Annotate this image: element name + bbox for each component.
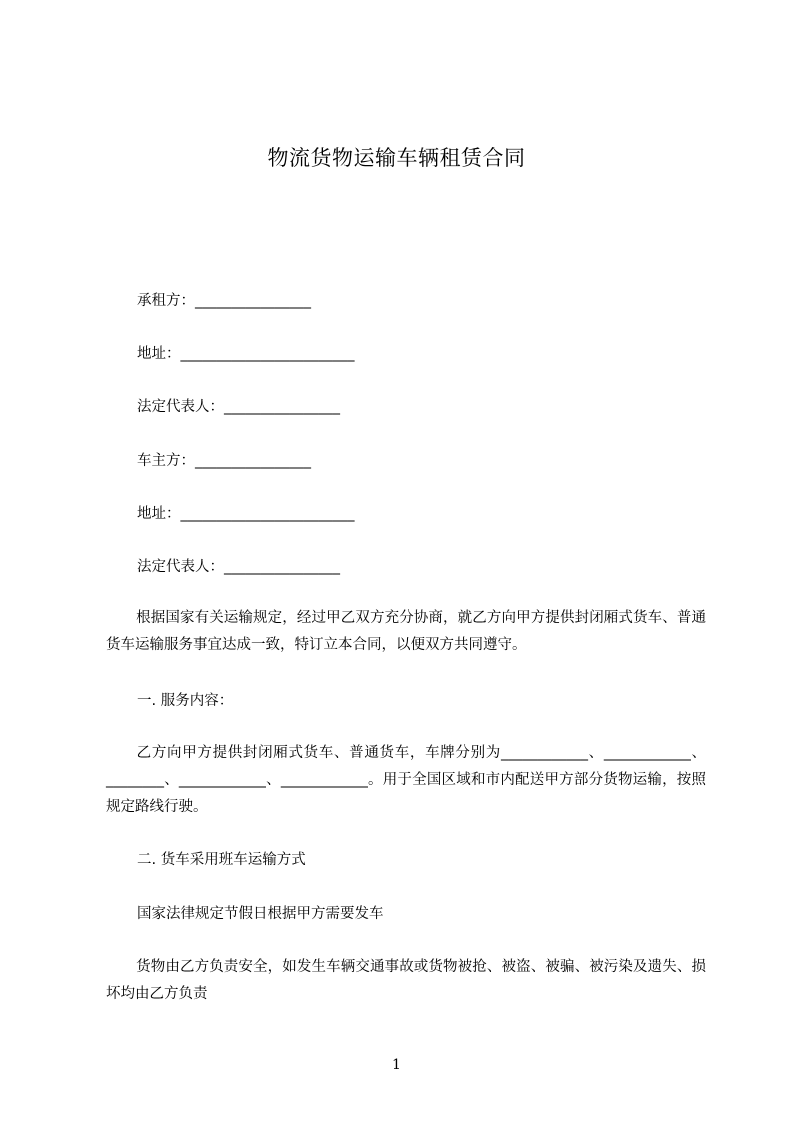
preamble-text: 根据国家有关运输规定，经过甲乙双方充分协商，就乙方向甲方提供封闭厢式货车、普通货车运输服务事宜达成一致，特订立本合同，以便双方共同遵守。: [106, 610, 706, 653]
lessee-representative-line: 法定代表人：________________: [137, 399, 340, 415]
section-1-heading: 一. 服务内容：: [137, 693, 234, 709]
section-2-heading: 二. 货车采用班车运输方式: [137, 852, 306, 868]
section-2-line: 国家法律规定节假日根据甲方需要发车: [137, 906, 384, 922]
section-1-paragraph: [106, 740, 706, 821]
preamble-paragraph: [106, 605, 706, 659]
lessee-address-line: 地址：________________________: [137, 346, 355, 362]
owner-representative-line: 法定代表人：________________: [137, 559, 340, 575]
section-2-paragraph: [106, 954, 706, 1008]
owner-line: 车主方：________________: [137, 453, 311, 469]
section-2-text: 货物由乙方负责安全，如发生车辆交通事故或货物被抢、被盗、被骗、被污染及遗失、损坏均由乙方负责: [106, 959, 706, 1002]
section-1-text: 乙方向甲方提供封闭厢式货车、普通货车，车牌分别为____________、____________、________、____________、____________。用于全国区域和市内配送甲方部分货物运输，按照规定路线行驶。: [106, 745, 706, 815]
owner-address-line: 地址：________________________: [137, 506, 355, 522]
document-title: 物流货物运输车辆租赁合同: [267, 146, 526, 170]
page-number: 1: [392, 1057, 401, 1073]
lessee-line: 承租方：________________: [137, 293, 311, 309]
